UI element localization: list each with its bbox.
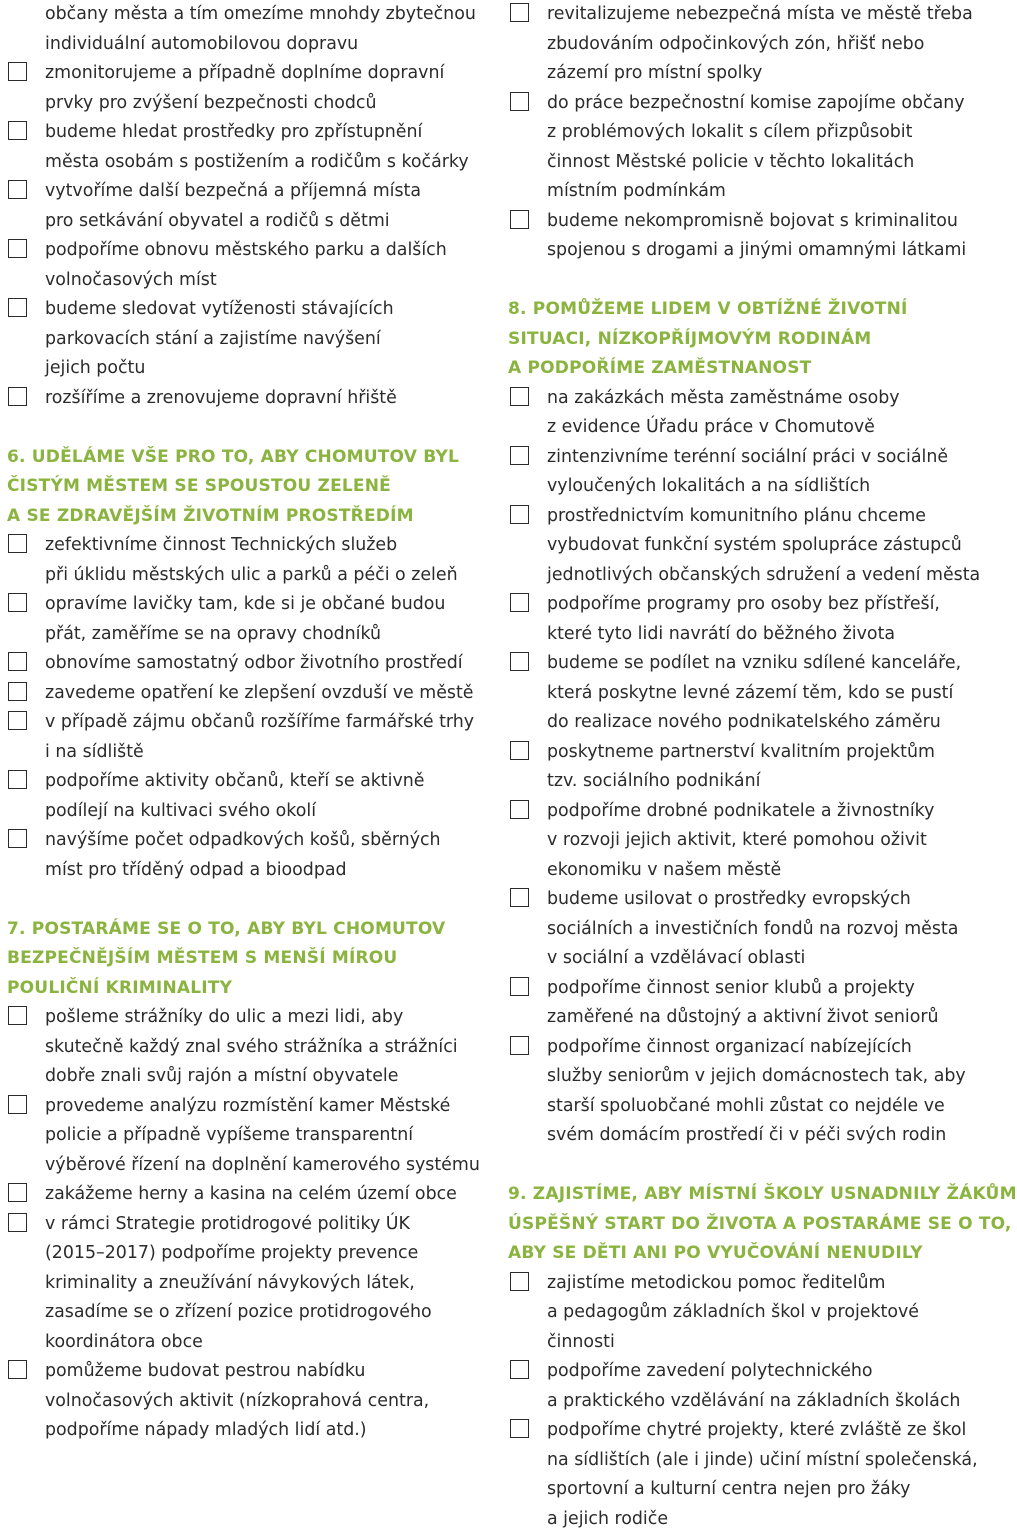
- checklist-item-continuation: [502, 1092, 960, 1122]
- empty-checkbox-icon[interactable]: [510, 1419, 529, 1438]
- checklist-item-continuation: [0, 148, 472, 178]
- empty-checkbox-icon[interactable]: [8, 1095, 27, 1114]
- checklist-item: [0, 1357, 472, 1387]
- empty-checkbox-icon[interactable]: [8, 593, 27, 612]
- checklist-item-continuation: [502, 767, 960, 797]
- item-text: volnočasových aktivit (nízkoprahová centra,: [45, 1391, 429, 1411]
- item-text: volnočasových míst: [45, 270, 217, 290]
- checklist-item: [502, 384, 960, 414]
- left-column: [0, 0, 472, 1446]
- checklist-item-continuation: [502, 177, 960, 207]
- checklist-item-continuation: [0, 797, 472, 827]
- checklist-item-continuation: [502, 679, 960, 709]
- empty-checkbox-icon[interactable]: [8, 1183, 27, 1202]
- empty-checkbox-icon[interactable]: [510, 977, 529, 996]
- item-text: provedeme analýzu rozmístění kamer Městské: [45, 1096, 450, 1116]
- item-text: místním podmínkám: [547, 181, 726, 201]
- checklist-item: [502, 1269, 960, 1299]
- section-heading: A PODPOŘÍME ZAMĚSTNANOST: [502, 354, 960, 384]
- checklist-item-continuation: [0, 561, 472, 591]
- checklist-item-continuation: [502, 413, 960, 443]
- section-spacer: [0, 413, 472, 443]
- checklist-item: [0, 59, 472, 89]
- checklist-item: [0, 1210, 472, 1240]
- checklist-item-continuation: [502, 30, 960, 60]
- empty-checkbox-icon[interactable]: [8, 711, 27, 730]
- item-text: zbudováním odpočinkových zón, hřišť nebo: [547, 34, 924, 54]
- item-text: do práce bezpečnostní komise zapojíme občany: [547, 93, 965, 113]
- item-text: zefektivníme činnost Technických služeb: [45, 535, 397, 555]
- item-text: ekonomiku v našem městě: [547, 860, 781, 880]
- item-text: a praktického vzdělávání na základních školách: [547, 1391, 960, 1411]
- section-heading: POULIČNÍ KRIMINALITY: [0, 974, 472, 1004]
- item-text: v sociální a vzdělávací oblasti: [547, 948, 805, 968]
- checklist-item: [502, 885, 960, 915]
- item-text: přát, zaměříme se na opravy chodníků: [45, 624, 381, 644]
- item-text: budeme nekompromisně bojovat s kriminalitou: [547, 211, 958, 231]
- item-text: i na sídliště: [45, 742, 144, 762]
- checklist-item: [502, 1033, 960, 1063]
- empty-checkbox-icon[interactable]: [8, 239, 27, 258]
- checklist-item: [502, 0, 960, 30]
- checklist-item: [0, 177, 472, 207]
- empty-checkbox-icon[interactable]: [8, 682, 27, 701]
- item-text: podpoříme činnost senior klubů a projekty: [547, 978, 915, 998]
- empty-checkbox-icon[interactable]: [510, 1036, 529, 1055]
- checklist-item-continuation: [502, 826, 960, 856]
- item-text: svém domácím prostředí či v péči svých rodin: [547, 1125, 946, 1145]
- item-text: a jejich rodiče: [547, 1509, 668, 1529]
- item-text: spojenou s drogami a jinými omamnými látkami: [547, 240, 966, 260]
- item-text: zázemí pro místní spolky: [547, 63, 762, 83]
- item-text: na zakázkách města zaměstnáme osoby: [547, 388, 900, 408]
- checklist-item-continuation: [502, 856, 960, 886]
- item-text: v rozvoji jejich aktivit, které pomohou oživit: [547, 830, 927, 850]
- item-text: sportovní a kulturní centra nejen pro žáky: [547, 1479, 910, 1499]
- item-text: vybudovat funkční systém spolupráce zástupců: [547, 535, 962, 555]
- checklist-item-continuation: [502, 148, 960, 178]
- section-heading: 6. UDĚLÁME VŠE PRO TO, ABY CHOMUTOV BYL: [0, 443, 472, 473]
- item-text: rozšíříme a zrenovujeme dopravní hřiště: [45, 388, 397, 408]
- checklist-item-continuation: [502, 620, 960, 650]
- item-text: zmonitorujeme a případně doplníme dopravní: [45, 63, 444, 83]
- item-text: podpoříme činnost organizací nabízejících: [547, 1037, 912, 1057]
- checklist-item: [0, 649, 472, 679]
- item-text: budeme hledat prostředky pro zpřístupnění: [45, 122, 422, 142]
- item-text: zasadíme se o zřízení pozice protidrogového: [45, 1302, 432, 1322]
- empty-checkbox-icon[interactable]: [8, 829, 27, 848]
- item-text: města osobám s postižením a rodičům s kočárky: [45, 152, 469, 172]
- checklist-item-continuation: [0, 266, 472, 296]
- item-text: výběrové řízení na doplnění kamerového systému: [45, 1155, 480, 1175]
- checklist-item-continuation: [502, 915, 960, 945]
- empty-checkbox-icon[interactable]: [8, 1213, 27, 1232]
- checklist-item: [0, 826, 472, 856]
- checklist-item: [502, 974, 960, 1004]
- item-text: činnost Městské policie v těchto lokalitách: [547, 152, 914, 172]
- empty-checkbox-icon[interactable]: [510, 1360, 529, 1379]
- empty-checkbox-icon[interactable]: [510, 1272, 529, 1291]
- checklist-item: [502, 1416, 960, 1446]
- item-text: zintenzivníme terénní sociální práci v sociálně: [547, 447, 948, 467]
- checklist-item-continuation: [0, 1387, 472, 1417]
- checklist-item: [0, 531, 472, 561]
- right-column: [502, 0, 960, 1534]
- item-text: parkovacích stání a zajistíme navýšení: [45, 329, 381, 349]
- empty-checkbox-icon[interactable]: [510, 387, 529, 406]
- checklist-item-continuation: [0, 207, 472, 237]
- section-heading: ABY SE DĚTI ANI PO VYUČOVÁNÍ NENUDILY: [502, 1239, 960, 1269]
- empty-checkbox-icon[interactable]: [510, 741, 529, 760]
- checklist-item-continuation: [502, 531, 960, 561]
- checklist-item-continuation: [502, 1003, 960, 1033]
- section-heading: ÚSPĚŠNÝ START DO ŽIVOTA A POSTARÁME SE O TO,: [502, 1210, 960, 1240]
- item-text: z evidence Úřadu práce v Chomutově: [547, 417, 875, 437]
- item-text: podpoříme drobné podnikatele a živnostníky: [547, 801, 934, 821]
- checklist-item: [502, 89, 960, 119]
- section-heading: 7. POSTARÁME SE O TO, ABY BYL CHOMUTOV: [0, 915, 472, 945]
- item-text: služby seniorům v jejich domácnostech tak, aby: [547, 1066, 966, 1086]
- section-heading: BEZPEČNĚJŠÍM MĚSTEM S MENŠÍ MÍROU: [0, 944, 472, 974]
- checklist-item: [0, 295, 472, 325]
- item-text: prostřednictvím komunitního plánu chceme: [547, 506, 926, 526]
- checklist-item: [0, 236, 472, 266]
- checklist-item-continuation: [0, 1062, 472, 1092]
- checklist-item-continuation: [0, 0, 472, 30]
- checklist-item: [0, 679, 472, 709]
- section-heading: 8. POMŮŽEME LIDEM V OBTÍŽNÉ ŽIVOTNÍ: [502, 295, 960, 325]
- empty-checkbox-icon[interactable]: [510, 888, 529, 907]
- checklist-item-continuation: [502, 1298, 960, 1328]
- item-text: navýšíme počet odpadkových košů, sběrných: [45, 830, 441, 850]
- item-text: kriminality a zneužívání návykových látek,: [45, 1273, 415, 1293]
- section-heading: SITUACI, NÍZKOPŘÍJMOVÝM RODINÁM: [502, 325, 960, 355]
- item-text: podpoříme nápady mladých lidí atd.): [45, 1420, 367, 1440]
- checklist-item: [0, 384, 472, 414]
- checklist-item: [0, 1180, 472, 1210]
- item-text: pošleme strážníky do ulic a mezi lidi, aby: [45, 1007, 403, 1027]
- checklist-item-continuation: [0, 1033, 472, 1063]
- item-text: opravíme lavičky tam, kde si je občané budou: [45, 594, 445, 614]
- empty-checkbox-icon[interactable]: [8, 180, 27, 199]
- item-text: podílejí na kultivaci svého okolí: [45, 801, 316, 821]
- checklist-item: [0, 708, 472, 738]
- checklist-item: [502, 502, 960, 532]
- checklist-item-continuation: [502, 1446, 960, 1476]
- checklist-item-continuation: [502, 59, 960, 89]
- item-text: z problémových lokalit s cílem přizpůsobit: [547, 122, 912, 142]
- checklist-item: [502, 207, 960, 237]
- item-text: starší spoluobčané mohli zůstat co nejdéle ve: [547, 1096, 945, 1116]
- checklist-item-continuation: [0, 1239, 472, 1269]
- item-text: zakážeme herny a kasina na celém území obce: [45, 1184, 457, 1204]
- empty-checkbox-icon[interactable]: [510, 652, 529, 671]
- item-text: v případě zájmu občanů rozšíříme farmářské trhy: [45, 712, 474, 732]
- checklist-item-continuation: [0, 325, 472, 355]
- item-text: budeme usilovat o prostředky evropských: [547, 889, 911, 909]
- section-spacer: [502, 1151, 960, 1181]
- empty-checkbox-icon[interactable]: [510, 800, 529, 819]
- checklist-item-continuation: [0, 1151, 472, 1181]
- item-text: zaměřené na důstojný a aktivní život seniorů: [547, 1007, 939, 1027]
- checklist-item-continuation: [0, 89, 472, 119]
- item-text: na sídlištích (ale i jinde) učiní místní společenská,: [547, 1450, 978, 1470]
- checklist-item-continuation: [502, 1387, 960, 1417]
- checklist-item: [502, 738, 960, 768]
- item-text: tzv. sociálního podnikání: [547, 771, 760, 791]
- checklist-item-continuation: [502, 1505, 960, 1534]
- item-text: a pedagogům základních škol v projektové: [547, 1302, 919, 1322]
- checklist-item: [502, 443, 960, 473]
- checklist-item-continuation: [502, 1121, 960, 1151]
- checklist-item-continuation: [502, 236, 960, 266]
- item-text: zajistíme metodickou pomoc ředitelům: [547, 1273, 886, 1293]
- empty-checkbox-icon[interactable]: [8, 770, 27, 789]
- item-text: podpoříme programy pro osoby bez přístřeší,: [547, 594, 940, 614]
- empty-checkbox-icon[interactable]: [510, 210, 529, 229]
- checklist-item-continuation: [502, 561, 960, 591]
- empty-checkbox-icon[interactable]: [510, 3, 529, 22]
- checklist-item: [502, 797, 960, 827]
- item-text: budeme se podílet na vzniku sdílené kanceláře,: [547, 653, 961, 673]
- checklist-item-continuation: [0, 856, 472, 886]
- checklist-item: [0, 767, 472, 797]
- item-text: která poskytne levné zázemí těm, kdo se pustí: [547, 683, 953, 703]
- checklist-item: [0, 1092, 472, 1122]
- checklist-item: [502, 590, 960, 620]
- checklist-item-continuation: [0, 738, 472, 768]
- item-text: poskytneme partnerství kvalitním projektům: [547, 742, 935, 762]
- checklist-item-continuation: [0, 1298, 472, 1328]
- item-text: podpoříme zavedení polytechnického: [547, 1361, 873, 1381]
- item-text: sociálních a investičních fondů na rozvoj města: [547, 919, 958, 939]
- checklist-item: [0, 118, 472, 148]
- section-heading: ČISTÝM MĚSTEM SE SPOUSTOU ZELENĚ: [0, 472, 472, 502]
- item-text: jejich počtu: [45, 358, 145, 378]
- item-text: vytvoříme další bezpečná a příjemná místa: [45, 181, 421, 201]
- item-text: revitalizujeme nebezpečná místa ve městě třeba: [547, 4, 973, 24]
- checklist-item: [0, 590, 472, 620]
- item-text: zavedeme opatření ke zlepšení ovzduší ve městě: [45, 683, 473, 703]
- empty-checkbox-icon[interactable]: [8, 387, 27, 406]
- checklist-item: [502, 649, 960, 679]
- checklist-item-continuation: [0, 1416, 472, 1446]
- checklist-item-continuation: [0, 1121, 472, 1151]
- empty-checkbox-icon[interactable]: [510, 92, 529, 111]
- checklist-item-continuation: [502, 472, 960, 502]
- item-text: koordinátora obce: [45, 1332, 203, 1352]
- empty-checkbox-icon[interactable]: [510, 593, 529, 612]
- item-text: podpoříme chytré projekty, které zvláště ze škol: [547, 1420, 966, 1440]
- empty-checkbox-icon[interactable]: [8, 1360, 27, 1379]
- checklist-item-continuation: [0, 620, 472, 650]
- section-heading: A SE ZDRAVĚJŠÍM ŽIVOTNÍM PROSTŘEDÍM: [0, 502, 472, 532]
- checklist-item-continuation: [502, 1062, 960, 1092]
- checklist-item-continuation: [0, 1328, 472, 1358]
- checklist-item-continuation: [0, 30, 472, 60]
- empty-checkbox-icon[interactable]: [510, 446, 529, 465]
- checklist-item-continuation: [502, 944, 960, 974]
- empty-checkbox-icon[interactable]: [510, 505, 529, 524]
- checklist-item-continuation: [502, 118, 960, 148]
- item-text: činnosti: [547, 1332, 615, 1352]
- section-spacer: [0, 885, 472, 915]
- empty-checkbox-icon[interactable]: [8, 652, 27, 671]
- checklist-item: [502, 1357, 960, 1387]
- empty-checkbox-icon[interactable]: [8, 298, 27, 317]
- section-heading: 9. ZAJISTÍME, ABY MÍSTNÍ ŠKOLY USNADNILY ŽÁKŮM: [502, 1180, 960, 1210]
- empty-checkbox-icon[interactable]: [8, 62, 27, 81]
- item-text: podpoříme aktivity občanů, kteří se aktivně: [45, 771, 424, 791]
- checklist-item-continuation: [502, 1328, 960, 1358]
- item-text: obnovíme samostatný odbor životního prostředí: [45, 653, 463, 673]
- item-text: v rámci Strategie protidrogové politiky ÚK: [45, 1214, 410, 1234]
- item-text: do realizace nového podnikatelského záměru: [547, 712, 941, 732]
- empty-checkbox-icon[interactable]: [8, 534, 27, 553]
- empty-checkbox-icon[interactable]: [8, 1006, 27, 1025]
- checklist-item-continuation: [502, 1475, 960, 1505]
- empty-checkbox-icon[interactable]: [8, 121, 27, 140]
- item-text: jednotlivých občanských sdružení a vedení města: [547, 565, 980, 585]
- item-text: budeme sledovat vytíženosti stávajících: [45, 299, 394, 319]
- checklist-item-continuation: [0, 1269, 472, 1299]
- item-text: prvky pro zvýšení bezpečnosti chodců: [45, 93, 377, 113]
- item-text: při úklidu městských ulic a parků a péči o zeleň: [45, 565, 458, 585]
- item-text: pro setkávání obyvatel a rodičů s dětmi: [45, 211, 390, 231]
- item-text: podpoříme obnovu městského parku a dalších: [45, 240, 447, 260]
- checklist-item: [0, 1003, 472, 1033]
- item-text: občany města a tím omezíme mnohdy zbytečnou: [45, 4, 476, 24]
- item-text: vyloučených lokalitách a na sídlištích: [547, 476, 870, 496]
- item-text: skutečně každý znal svého strážníka a strážníci: [45, 1037, 458, 1057]
- checklist-item-continuation: [0, 354, 472, 384]
- item-text: pomůžeme budovat pestrou nabídku: [45, 1361, 365, 1381]
- item-text: (2015–2017) podpoříme projekty prevence: [45, 1243, 418, 1263]
- item-text: míst pro tříděný odpad a bioodpad: [45, 860, 347, 880]
- item-text: policie a případně vypíšeme transparentní: [45, 1125, 413, 1145]
- item-text: individuální automobilovou dopravu: [45, 34, 358, 54]
- item-text: dobře znali svůj rajón a místní obyvatele: [45, 1066, 398, 1086]
- section-spacer: [502, 266, 960, 296]
- checklist-item-continuation: [502, 708, 960, 738]
- item-text: které tyto lidi navrátí do běžného života: [547, 624, 895, 644]
